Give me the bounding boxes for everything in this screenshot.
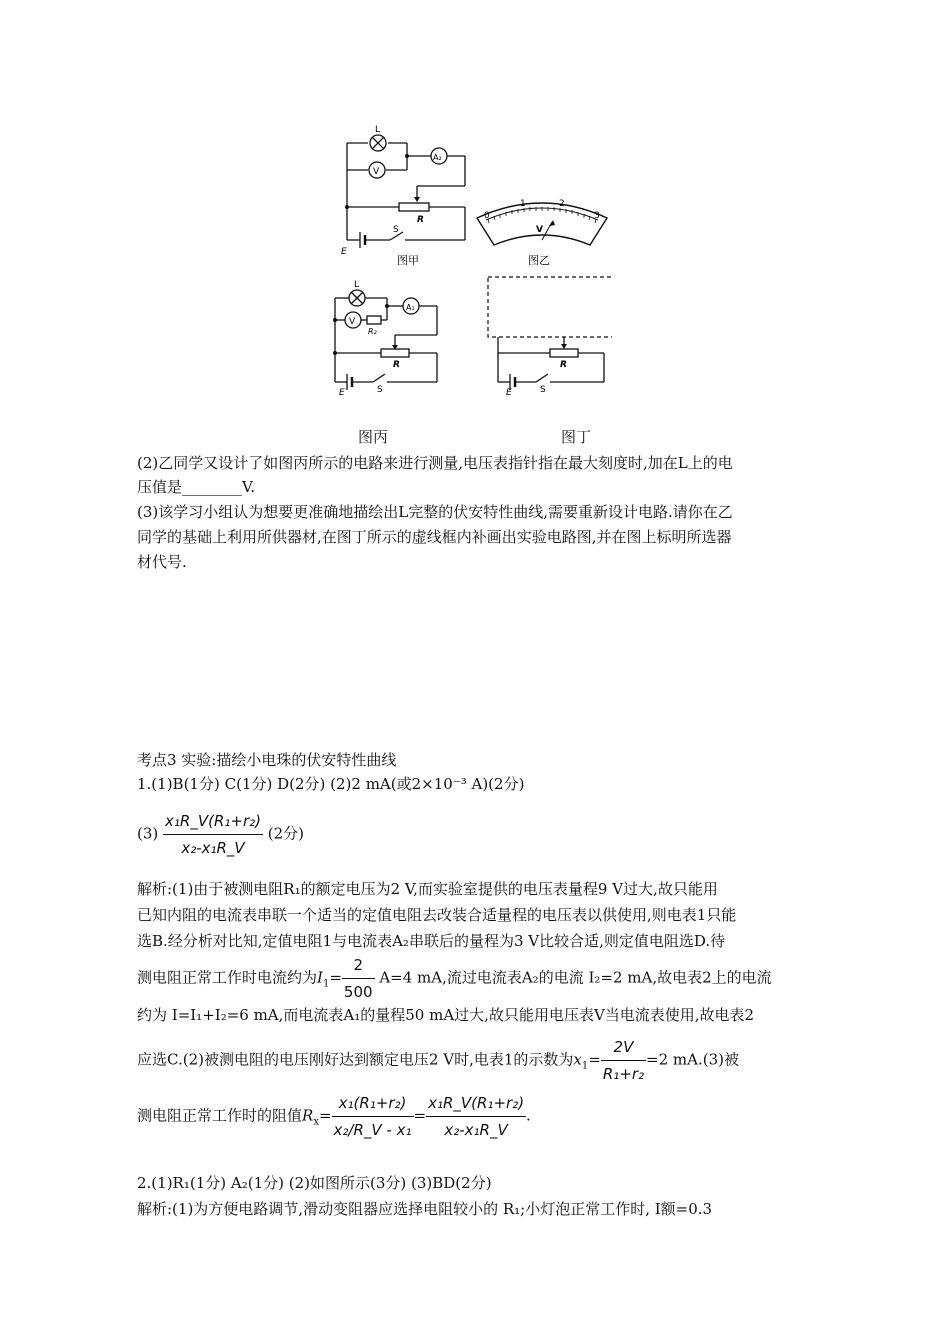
fraction-numerator: 2V: [601, 1034, 646, 1061]
label-L: L: [354, 280, 360, 290]
explanation-line1: 解析:(1)由于被测电阻R₁的额定电压为2 V,而实验室提供的电压表量程9 V过大,故只能用: [137, 880, 718, 898]
label-R2: R₂: [368, 327, 377, 336]
answer-2-line1: 2.(1)R₁(1分) A₂(1分) (2)如图所示(3分) (3)BD(2分): [137, 1174, 492, 1192]
question-2-line1: (2)乙同学又设计了如图丙所示的电路来进行测量,电压表指针指在最大刻度时,加在L上的电: [137, 454, 733, 472]
label-R: R: [560, 360, 567, 370]
explanation-line6-b: =2 mA.(3)被: [646, 1050, 739, 1069]
fraction-numerator: 2: [342, 952, 375, 979]
fraction-resistance-2: [426, 1090, 526, 1143]
caption-jia: 图甲: [397, 254, 419, 267]
explanation-line4-b: A=4 mA,流过电流表A₂的电流 I₂=2 mA,故电表2上的电流: [374, 968, 772, 987]
fraction-denominator: x₂-x₁R_V: [444, 1121, 508, 1139]
explanation-line4-a: 测电阻正常工作时电流约为: [137, 968, 318, 987]
fraction-reading: [601, 1034, 646, 1087]
label-R: R: [393, 360, 400, 370]
explanation-line2: 已知内阻的电流表串联一个适当的定值电阻去改装合适量程的电压表以供使用,则电表1只能: [137, 906, 737, 924]
label-S: S: [540, 385, 546, 395]
label-S: S: [393, 225, 399, 235]
caption-bing: 图丙: [358, 428, 389, 446]
label-E: E: [341, 247, 347, 257]
fraction-numerator: x₁(R₁+r₂): [332, 1090, 414, 1117]
explanation-line7: 测电阻正常工作时的阻值$R_x=$ $\frac{\text{x₁(R₁+r₂)}}{\text{x₂/R\_V - x₁}}$ = $\frac{\text{x₁R\_V(R₁+r₂)}}{\text{x₂-x₁R\_V}}$ .: [137, 1090, 531, 1143]
fraction-denominator: x₂-x₁R_V: [181, 839, 245, 857]
figure-yi-voltmeter: [472, 190, 612, 270]
label-A2: A₂: [433, 153, 442, 162]
label-V: V: [373, 167, 380, 177]
explanation-line4: 测电阻正常工作时电流约为$I_1=$ $\frac{2}{500}$ A=4 mA,流过电流表A₂的电流 I₂=2 mA,故电表2上的电流: [137, 952, 772, 1005]
scale-0: 0: [484, 211, 490, 221]
answer-1-line1: 1.(1)B(1分) C(1分) D(2分) (2)2 mA(或2×10⁻³ A)(2分): [137, 775, 525, 793]
explanation-line3: 选B.经分析对比知,定值电阻1与电流表A₂串联后的量程为3 V比较合适,则定值电阻选D.待: [137, 932, 726, 950]
section-title: 考点3 实验:描绘小电珠的伏安特性曲线: [137, 751, 397, 769]
explanation-line6: 应选C.(2)被测电阻的电压刚好达到额定电压2 V时,电表1的示数为$x_1=$ $\frac{2V}{\text{R₁+r₂}}$ =2 mA.(3)被: [137, 1034, 739, 1087]
fraction-denominator: x₂/R_V - x₁: [333, 1121, 412, 1139]
question-3-line1: (3)该学习小组认为想要更准确地描绘出L完整的伏安特性曲线,需要重新设计电路.请你在乙: [137, 503, 733, 521]
answer-1-part3-prefix: (3): [137, 824, 159, 843]
answer-2-explanation: 解析:(1)为方便电路调节,滑动变阻器应选择电阻较小的 R₁;小灯泡正常工作时, I额=0.3: [137, 1200, 713, 1218]
answer-1-part3-suffix: (2分): [267, 824, 305, 843]
fraction-current: [342, 952, 375, 1005]
label-L: L: [375, 125, 381, 135]
label-A1: A₁: [406, 303, 415, 312]
question-3-line2: 同学的基础上利用所供器材,在图丁所示的虚线框内补画出实验电路图,并在图上标明所选器: [137, 528, 732, 546]
answer-1-fraction: [163, 808, 263, 861]
label-E: E: [506, 388, 512, 398]
answer-1-part3: [137, 808, 304, 861]
scale-3: 3: [594, 211, 600, 221]
question-2-line2: 压值是________V.: [137, 478, 255, 496]
fraction-numerator: x₁R_V(R₁+r₂): [426, 1090, 526, 1117]
label-R: R: [417, 215, 424, 225]
label-E: E: [339, 388, 345, 398]
fraction-denominator: R₁+r₂: [602, 1065, 645, 1083]
label-V: V: [349, 317, 356, 327]
caption-ding: 图丁: [561, 428, 592, 446]
scale-2: 2: [559, 199, 565, 209]
scale-unit: V: [536, 225, 543, 235]
caption-yi: 图乙: [528, 254, 550, 267]
question-3-line3: 材代号.: [137, 553, 187, 571]
figure-jia-circuit: [335, 120, 480, 270]
scale-1: 1: [520, 199, 526, 209]
fraction-resistance-1: [332, 1090, 414, 1143]
explanation-line6-a: 应选C.(2)被测电阻的电压刚好达到额定电压2 V时,电表1的示数为: [137, 1050, 574, 1069]
label-S: S: [377, 385, 383, 395]
explanation-line7-a: 测电阻正常工作时的阻值: [137, 1106, 303, 1125]
fraction-numerator: x₁R_V(R₁+r₂): [163, 808, 263, 835]
figure-ding-circuit: [482, 272, 612, 398]
explanation-line5: 约为 I=I₁+I₂=6 mA,而电流表A₁的量程50 mA过大,故只能用电压表V当电流表使用,故电表2: [137, 1006, 755, 1024]
figure-bing-circuit: [325, 278, 450, 398]
fraction-denominator: 500: [343, 983, 373, 1001]
